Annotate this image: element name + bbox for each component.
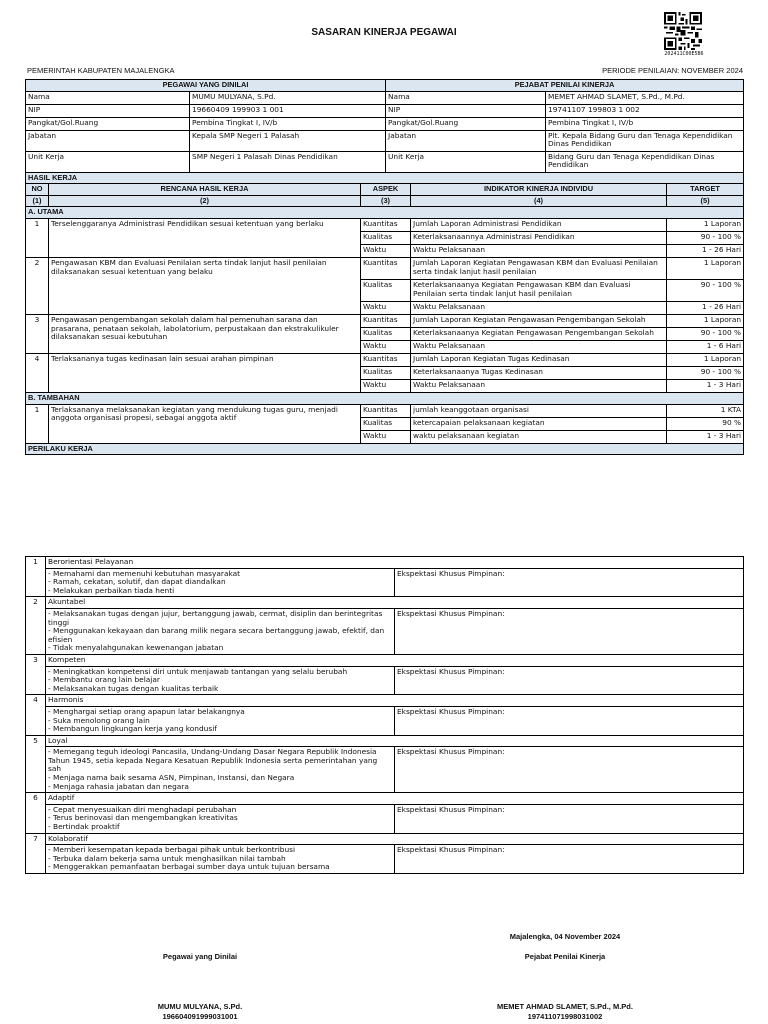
ekspektasi-khusus-pimpinan: Ekspektasi Khusus Pimpinan: <box>395 568 744 597</box>
identity-value-dinilai: SMP Negeri 1 Palasah Dinas Pendidikan <box>190 151 386 172</box>
hasil-column-header-row <box>26 184 744 196</box>
identity-label-penilai: Unit Kerja <box>386 151 546 172</box>
perilaku-title-row <box>26 833 744 845</box>
aspek-cell: Kuantitas <box>361 353 411 366</box>
perilaku-kerja-heading: PERILAKU KERJA <box>26 443 744 455</box>
identity-value-dinilai: 19660409 199903 1 001 <box>190 104 386 117</box>
rencana-hasil-kerja: Terlaksananya melaksanakan kegiatan yang mendukung tugas guru, menjadi anggota organisasi propesi, sebagai anggota aktif <box>49 404 361 443</box>
target-cell: 1 Laporan <box>667 257 744 279</box>
identity-row <box>26 117 744 130</box>
perilaku-points <box>46 666 395 695</box>
rencana-no: 1 <box>26 404 49 443</box>
indikator-cell: Keterlaksanaanya Kegiatan Pengawasan KBM dan Evaluasi Penilaian serta tindak lanjut hasil penilaian <box>411 279 667 301</box>
perilaku-detail-row <box>26 804 744 833</box>
ekspektasi-khusus-pimpinan: Ekspektasi Khusus Pimpinan: <box>395 608 744 654</box>
perilaku-point: - Menggerakkan pemanfaatan berbagai sumber daya untuk tujuan bersama <box>48 862 330 872</box>
rencana-row <box>26 218 744 231</box>
identity-label: Unit Kerja <box>26 151 190 172</box>
identity-label: Jabatan <box>26 130 190 151</box>
identity-value-dinilai: Kepala SMP Negeri 1 Palasah <box>190 130 386 151</box>
perilaku-no: 2 <box>26 597 46 655</box>
target-cell: 1 - 3 Hari <box>667 379 744 392</box>
target-cell: 1 - 26 Hari <box>667 244 744 257</box>
perilaku-point: - Melaksanakan tugas dengan jujur, bertanggung jawab, cermat, disiplin dan berintegritas tinggi <box>48 608 383 627</box>
identity-header-row <box>26 80 744 92</box>
perilaku-point: - Melaksanakan tugas dengan kualitas terbaik <box>48 683 219 693</box>
identity-row <box>26 130 744 151</box>
aspek-cell: Kualitas <box>361 327 411 340</box>
utama-heading: A. UTAMA <box>26 207 744 219</box>
aspek-cell: Kualitas <box>361 279 411 301</box>
identity-value-penilai: MEMET AHMAD SLAMET, S.Pd., M.Pd. <box>546 91 744 104</box>
rencana-row <box>26 404 744 417</box>
target-cell: 1 Laporan <box>667 353 744 366</box>
indikator-cell: waktu pelaksanaan kegiatan <box>411 430 667 443</box>
aspek-cell: Waktu <box>361 430 411 443</box>
perilaku-point: - Membangun lingkungan kerja yang kondusif <box>48 724 217 734</box>
hasil-column-number-row <box>26 195 744 207</box>
aspek-cell: Kuantitas <box>361 257 411 279</box>
perilaku-point: - Memahami dan memenuhi kebutuhan masyarakat <box>48 568 241 578</box>
qr-code-icon <box>664 12 702 50</box>
perilaku-title: Kompeten <box>46 654 744 666</box>
perilaku-point: - Cepat menyesuaikan diri menghadapi perubahan <box>48 804 237 814</box>
signature-left-nip: 196604091999031001 <box>162 1012 238 1021</box>
identity-value-dinilai: MUMU MULYANA, S.Pd. <box>190 91 386 104</box>
rencana-hasil-kerja: Terlaksananya tugas kedinasan lain sesuai arahan pimpinan <box>49 353 361 392</box>
hasil-section-row <box>26 172 744 184</box>
perilaku-point: - Menjaga nama baik sesama ASN, Pimpinan, Instansi, dan Negara <box>48 773 295 783</box>
identity-label-penilai: NIP <box>386 104 546 117</box>
indikator-cell: ketercapaian pelaksanaan kegiatan <box>411 417 667 430</box>
perilaku-no: 5 <box>26 735 46 793</box>
aspek-cell: Kualitas <box>361 417 411 430</box>
perilaku-point: - Bertindak proaktif <box>48 822 120 832</box>
perilaku-title: Akuntabel <box>46 597 744 609</box>
col-rencana-header: RENCANA HASIL KERJA <box>49 184 361 196</box>
identity-label: Pangkat/Gol.Ruang <box>26 117 190 130</box>
identity-value-dinilai: Pembina Tingkat I, IV/b <box>190 117 386 130</box>
identity-label: Nama <box>26 91 190 104</box>
perilaku-point: - Terus berinovasi dan mengembangkan kreativitas <box>48 813 238 823</box>
perilaku-point: - Ramah, cekatan, solutif, dan dapat diandalkan <box>48 577 226 587</box>
aspek-cell: Kuantitas <box>361 218 411 231</box>
rencana-hasil-kerja: Pengawasan KBM dan Evaluasi Penilaian serta tindak lanjut hasil penilaian dilaksanakan sesuai ketentuan yang belaku <box>49 257 361 314</box>
rencana-no: 1 <box>26 218 49 257</box>
perilaku-title-row <box>26 695 744 707</box>
rencana-no: 3 <box>26 314 49 353</box>
aspek-cell: Kuantitas <box>361 404 411 417</box>
identity-value-penilai: Plt. Kepala Bidang Guru dan Tenaga Kependidikan Dinas Pendidikan <box>546 130 744 151</box>
perilaku-points <box>46 706 395 735</box>
indikator-cell: Jumlah Laporan Kegiatan Tugas Kedinasan <box>411 353 667 366</box>
perilaku-title: Loyal <box>46 735 744 747</box>
perilaku-point: - Suka menolong orang lain <box>48 715 150 725</box>
col-number: (3) <box>361 195 411 207</box>
ekspektasi-khusus-pimpinan: Ekspektasi Khusus Pimpinan: <box>395 706 744 735</box>
identity-row <box>26 91 744 104</box>
identity-row <box>26 104 744 117</box>
perilaku-point: - Meningkatkan kompetensi diri untuk menjawab tantangan yang selalu berubah <box>48 666 348 676</box>
perilaku-point: - Melakukan perbaikan tiada henti <box>48 585 175 595</box>
aspek-cell: Waktu <box>361 244 411 257</box>
rencana-hasil-kerja: Pengawasan pengembangan sekolah dalam hal pemenuhan sarana dan prasarana, penataan sekolah, labolatorium, perpustakaan dan ekstrakulikuler dilaksanakan sesuai kebutuhan <box>49 314 361 353</box>
perilaku-no: 3 <box>26 654 46 694</box>
perilaku-points <box>46 608 395 654</box>
rencana-row <box>26 257 744 279</box>
rencana-row <box>26 314 744 327</box>
aspek-cell: Kualitas <box>361 231 411 244</box>
indikator-cell: Waktu Pelaksanaan <box>411 340 667 353</box>
col-number: (4) <box>411 195 667 207</box>
signature-right-role: Pejabat Penilai Kinerja <box>524 952 606 961</box>
perilaku-no: 7 <box>26 833 46 873</box>
perilaku-points <box>46 568 395 597</box>
perilaku-title: Berorientasi Pelayanan <box>46 557 744 569</box>
indikator-cell: jumlah keanggotaan organisasi <box>411 404 667 417</box>
perilaku-no: 1 <box>26 557 46 597</box>
ekspektasi-khusus-pimpinan: Ekspektasi Khusus Pimpinan: <box>395 804 744 833</box>
signature-left-role: Pegawai yang Dinilai <box>162 952 238 961</box>
perilaku-point: - Menjaga rahasia jabatan dan negara <box>48 781 189 791</box>
hasil-kerja-heading: HASIL KERJA <box>26 172 744 184</box>
target-cell: 90 % <box>667 417 744 430</box>
col-indikator-header: INDIKATOR KINERJA INDIVIDU <box>411 184 667 196</box>
signature-left-name: MUMU MULYANA, S.Pd. <box>157 1002 243 1011</box>
target-cell: 90 - 100 % <box>667 231 744 244</box>
perilaku-section-row <box>26 443 744 455</box>
tambahan-heading-row <box>26 392 744 404</box>
perilaku-point: - Menghargai setiap orang apapun latar belakangnya <box>48 706 245 716</box>
indikator-cell: Waktu Pelaksanaan <box>411 379 667 392</box>
perilaku-title-row <box>26 654 744 666</box>
target-cell: 1 - 3 Hari <box>667 430 744 443</box>
hasil-kerja-table <box>25 79 744 455</box>
document-title: SASARAN KINERJA PEGAWAI <box>311 27 457 38</box>
aspek-cell: Kualitas <box>361 366 411 379</box>
ekspektasi-khusus-pimpinan: Ekspektasi Khusus Pimpinan: <box>395 666 744 695</box>
perilaku-title-row <box>26 735 744 747</box>
col-aspek-header: ASPEK <box>361 184 411 196</box>
perilaku-point: - Tidak menyalahgunakan kewenangan jabatan <box>48 643 224 653</box>
utama-heading-row <box>26 207 744 219</box>
identity-label-penilai: Pangkat/Gol.Ruang <box>386 117 546 130</box>
col-target-header: TARGET <box>667 184 744 196</box>
indikator-cell: Waktu Pelaksanaan <box>411 244 667 257</box>
indikator-cell: Keterlaksanaanya Kegiatan Pengawasan Pengembangan Sekolah <box>411 327 667 340</box>
perilaku-point: - Memberi kesempatan kepada berbagai pihak untuk berkontribusi <box>48 845 296 855</box>
rencana-no: 2 <box>26 257 49 314</box>
perilaku-point: - Terbuka dalam bekerja sama untuk menghasilkan nilai tambah <box>48 853 286 863</box>
target-cell: 90 - 100 % <box>667 366 744 379</box>
identity-value-penilai: 19741107 199803 1 002 <box>546 104 744 117</box>
perilaku-title-row <box>26 557 744 569</box>
target-cell: 1 - 26 Hari <box>667 301 744 314</box>
target-cell: 1 - 6 Hari <box>667 340 744 353</box>
dinilai-header: PEGAWAI YANG DINILAI <box>26 80 386 92</box>
perilaku-detail-row <box>26 666 744 695</box>
col-number: (5) <box>667 195 744 207</box>
tambahan-heading: B. TAMBAHAN <box>26 392 744 404</box>
indikator-cell: Waktu Pelaksanaan <box>411 301 667 314</box>
rencana-hasil-kerja: Terselenggaranya Administrasi Pendidikan sesuai ketentuan yang berlaku <box>49 218 361 257</box>
signature-right-nip: 197411071998031002 <box>527 1012 603 1021</box>
aspek-cell: Waktu <box>361 379 411 392</box>
target-cell: 1 Laporan <box>667 218 744 231</box>
rencana-no: 4 <box>26 353 49 392</box>
perilaku-detail-row <box>26 706 744 735</box>
perilaku-detail-row <box>26 608 744 654</box>
perilaku-no: 4 <box>26 695 46 735</box>
perilaku-detail-row <box>26 845 744 874</box>
target-cell: 90 - 100 % <box>667 279 744 301</box>
perilaku-points <box>46 804 395 833</box>
perilaku-detail-row <box>26 568 744 597</box>
qr-code-text: 202411C00E5B6 <box>664 51 704 57</box>
perilaku-points <box>46 747 395 793</box>
aspek-cell: Waktu <box>361 340 411 353</box>
indikator-cell: Jumlah Laporan Administrasi Pendidikan <box>411 218 667 231</box>
signature-right-name: MEMET AHMAD SLAMET, S.Pd., M.Pd. <box>497 1002 633 1011</box>
perilaku-point: - Menggunakan kekayaan dan barang milik negara secara bertanggung jawab, efektif, dan efisien <box>48 626 385 644</box>
aspek-cell: Waktu <box>361 301 411 314</box>
identity-label-penilai: Jabatan <box>386 130 546 151</box>
penilai-header: PEJABAT PENILAI KINERJA <box>386 80 744 92</box>
indikator-cell: Keterlaksanaanya Tugas Kedinasan <box>411 366 667 379</box>
aspek-cell: Kuantitas <box>361 314 411 327</box>
identity-label-penilai: Nama <box>386 91 546 104</box>
identity-row <box>26 151 744 172</box>
signature-place-date: Majalengka, 04 November 2024 <box>509 932 621 941</box>
perilaku-point: - Memegang teguh ideologi Pancasila, Undang-Undang Dasar Negara Republik Indonesia Tahun 1945, setia kepada Negara Kesatuan Republik Indonesia serta pemerintahan yang sah <box>48 747 378 774</box>
target-cell: 90 - 100 % <box>667 327 744 340</box>
perilaku-title: Harmonis <box>46 695 744 707</box>
government-header: PEMERINTAH KABUPATEN MAJALENGKA <box>27 66 175 75</box>
perilaku-points <box>46 845 395 874</box>
perilaku-point: - Membantu orang lain belajar <box>48 675 160 685</box>
perilaku-no: 6 <box>26 793 46 833</box>
target-cell: 1 KTA <box>667 404 744 417</box>
indikator-cell: Jumlah Laporan Kegiatan Pengawasan Pengembangan Sekolah <box>411 314 667 327</box>
identity-label: NIP <box>26 104 190 117</box>
rencana-row <box>26 353 744 366</box>
perilaku-detail-row <box>26 747 744 793</box>
col-number: (2) <box>49 195 361 207</box>
perilaku-title: Adaptif <box>46 793 744 805</box>
period-header: PERIODE PENILAIAN: NOVEMBER 2024 <box>602 66 743 75</box>
perilaku-title-row <box>26 793 744 805</box>
perilaku-kerja-table <box>25 556 744 874</box>
perilaku-title: Kolaboratif <box>46 833 744 845</box>
ekspektasi-khusus-pimpinan: Ekspektasi Khusus Pimpinan: <box>395 845 744 874</box>
target-cell: 1 Laporan <box>667 314 744 327</box>
identity-value-penilai: Bidang Guru dan Tenaga Kependidikan Dinas Pendidikan <box>546 151 744 172</box>
indikator-cell: Jumlah Laporan Kegiatan Pengawasan KBM dan Evaluasi Penilaian serta tindak lanjut hasil penilaian <box>411 257 667 279</box>
ekspektasi-khusus-pimpinan: Ekspektasi Khusus Pimpinan: <box>395 747 744 793</box>
perilaku-title-row <box>26 597 744 609</box>
indikator-cell: Keterlaksanaannya Administrasi Pendidikan <box>411 231 667 244</box>
col-number: (1) <box>26 195 49 207</box>
col-no-header: NO <box>26 184 49 196</box>
identity-value-penilai: Pembina Tingkat I, IV/b <box>546 117 744 130</box>
